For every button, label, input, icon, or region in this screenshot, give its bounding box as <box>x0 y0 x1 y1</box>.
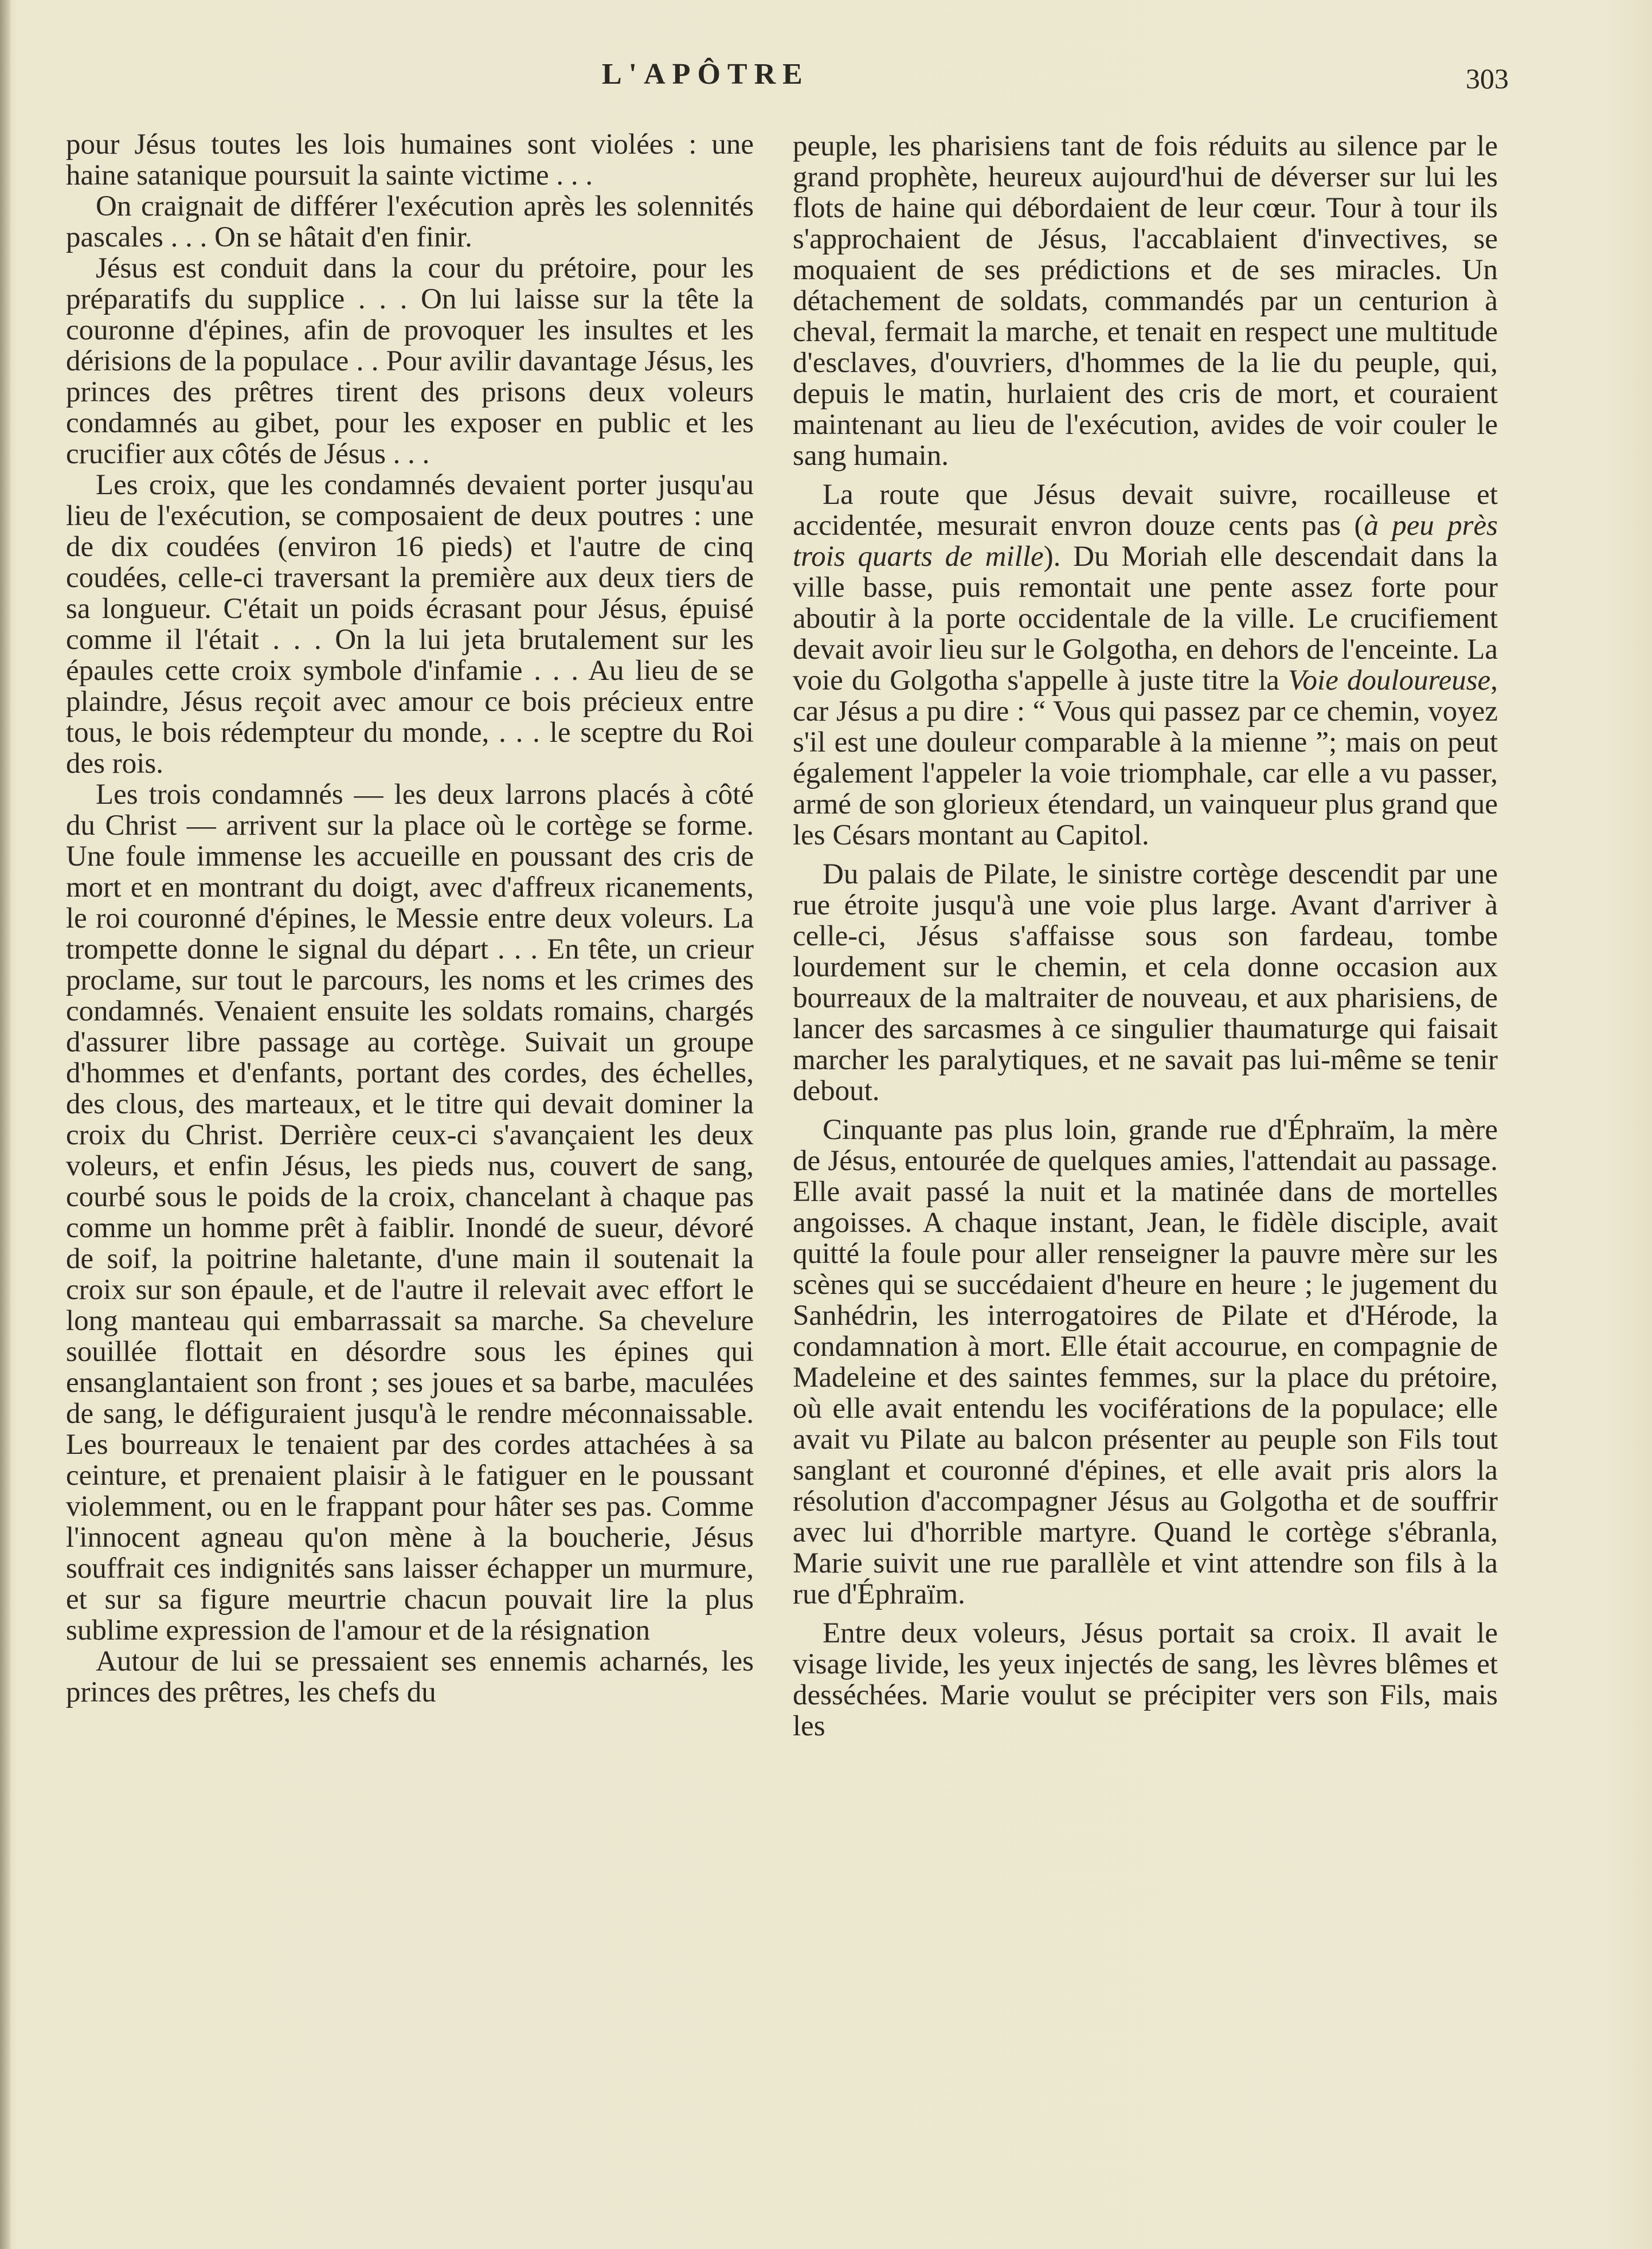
paragraph: Du palais de Pilate, le sinistre cortège descendit par une rue étroite jusqu'à une voie plus large. Avant d'arriver à celle-ci, Jésus s'affaisse sous son fardeau, tombe lourdement sur le chemin, et cela donne occasion aux bourreaux de la maltraiter de nouveau, et aux pharisiens, de lancer des sarcasmes à ce singulier thaumaturge qui faisait marcher les paralytiques, et ne savait pas lui-même se tenir debout. <box>793 858 1498 1107</box>
page-number: 303 <box>1466 62 1509 95</box>
paragraph: peuple, les pharisiens tant de fois réduits au silence par le grand prophète, heureux aujourd'hui de déverser sur lui les flots de haine qui débordaient de leur cœur. Tour à tour ils s'approchaient de Jésus, l'accablaient d'invectives, se moquaient de ses prédictions et de ses miracles. Un détachement de soldats, commandés par un centurion à cheval, fermait la marche, et tenait en respect une multitude d'esclaves, d'ouvriers, d'hommes de la lie du peuple, qui, depuis le matin, hurlaient des cris de mort, et couraient maintenant au lieu de l'exécution, avides de voir couler le sang humain. <box>793 130 1498 472</box>
paragraph: pour Jésus toutes les lois humaines sont violées : une haine satanique poursuit la sainte victime . . . <box>66 128 754 191</box>
text-run: ). Du Moriah elle descendait dans la ville basse, puis remontait une pente assez forte pour aboutir à la porte occidentale de la ville. Le crucifiement devait avoir lieu sur le Golgotha, en dehors de l'enceinte. La voie du Golgotha s'appelle à juste titre la <box>793 541 1498 697</box>
text-run: La route que Jésus devait suivre, rocailleuse et accidentée, mesurait envron douze cents pas ( <box>793 479 1498 542</box>
italic-text: Voie douloureuse <box>1288 664 1491 697</box>
italic-text: à peu près trois quarts de mille <box>793 510 1498 573</box>
running-title: L'APÔTRE <box>602 58 809 91</box>
left-text-column <box>66 129 754 1708</box>
paragraph: Entre deux voleurs, Jésus portait sa croix. Il avait le visage livide, les yeux injectés de sang, les lèvres blêmes et desséchées. Marie voulut se précipiter vers son Fils, mais les <box>793 1617 1498 1742</box>
right-text-column <box>793 131 1498 1742</box>
paragraph: Les trois condamnés — les deux larrons placés à côté du Christ — arrivent sur la place où le cortège se forme. Une foule immense les accueille en poussant des cris de mort et en montrant du doigt, avec d'affreux ricanements, le roi couronné d'épines, le Messie entre deux voleurs. La trompette donne le signal du départ . . . En tête, un crieur proclame, sur tout le parcours, les noms et les crimes des condamnés. Venaient ensuite les soldats romains, chargés d'assurer libre passage au cortège. Suivait un groupe d'hommes et d'enfants, portant des cordes, des échelles, des clous, des marteaux, et le titre qui devait dominer la croix du Christ. Derrière ceux-ci s'avançaient les deux voleurs, et enfin Jésus, les pieds nus, couvert de sang, courbé sous le poids de la croix, chancelant à chaque pas comme un homme prêt à faiblir. Inondé de sueur, dévoré de soif, la poitrine haletante, d'une main il soutenait la croix sur son épaule, et de l'autre il relevait avec effort le long manteau qui embarrassait sa marche. Sa chevelure souillée flottait en désordre sous les épines qui ensanglantaient son front ; ses joues et sa barbe, maculées de sang, le défiguraient jusqu'à le rendre méconnaissable. Les bourreaux le tenaient par des cordes attachées à sa ceinture, et prenaient plaisir à le fatiguer en le poussant violemment, ou en le frappant pour hâter ses pas. Comme l'innocent agneau qu'on mène à la boucherie, Jésus souffrait ces indignités sans laisser échapper un murmure, et sur sa figure meurtrie chacun pouvait lire la plus sublime expression de l'amour et de la résignation <box>66 779 754 1646</box>
paragraph: Les croix, que les condamnés devaient porter jusqu'au lieu de l'exécution, se composaient de deux poutres : une de dix coudées (environ 16 pieds) et l'autre de cinq coudées, celle-ci traversant la première aux deux tiers de sa longueur. C'était un poids écrasant pour Jésus, épuisé comme il l'était . . . On la lui jeta brutalement sur les épaules cette croix symbole d'infamie . . . Au lieu de se plaindre, Jésus reçoit avec amour ce bois précieux entre tous, le bois rédempteur du monde, . . . le sceptre du Roi des rois. <box>66 469 754 780</box>
page-binding-edge <box>0 0 10 2249</box>
paragraph: Cinquante pas plus loin, grande rue d'Éphraïm, la mère de Jésus, entourée de quelques amies, l'attendait au passage. Elle avait passé la nuit et la matinée dans de mortelles angoisses. A chaque instant, Jean, le fidèle disciple, avait quitté la foule pour aller renseigner la pauvre mère sur les scènes qui se succédaient d'heure en heure ; le jugement du Sanhédrin, les interrogatoires de Pilate et d'Hérode, la condamnation à mort. Elle était accourue, en compagnie de Madeleine et des saintes femmes, sur la place du prétoire, où elle avait entendu les vociférations de la populace; elle avait vu Pilate au balcon présenter au peuple son Fils tout sanglant et couronné d'épines, et elle avait pris alors la résolution d'accompagner Jésus au Golgotha et de souffrir avec lui d'horrible martyre. Quand le cortège s'ébranla, Marie suivit une rue parallèle et vint attendre son fils à la rue d'Éphraïm. <box>793 1114 1498 1610</box>
paragraph: Jésus est conduit dans la cour du prétoire, pour les préparatifs du supplice . . . On lui laisse sur la tête la couronne d'épines, afin de provoquer les insultes et les dérisions de la populace . . Pour avilir davantage Jésus, les princes des prêtres tirent des prisons deux voleurs condamnés au gibet, pour les exposer en public et les crucifier aux côtés de Jésus . . . <box>66 252 754 470</box>
paragraph: Autour de lui se pressaient ses ennemis acharnés, les princes des prêtres, les chefs du <box>66 1645 754 1708</box>
paragraph: On craignait de différer l'exécution après les solennités pascales . . . On se hâtait d'en finir. <box>66 190 754 253</box>
text-run: , car Jésus a pu dire : “ Vous qui passez par ce chemin, voyez s'il est une douleur comparable à la mienne ”; mais on peut également l'appeler la voie triomphale, car elle a vu passer, armé de son glorieux étendard, un vainqueur plus grand que les Césars montant au Capitol. <box>793 664 1498 851</box>
paragraph <box>793 479 1498 851</box>
